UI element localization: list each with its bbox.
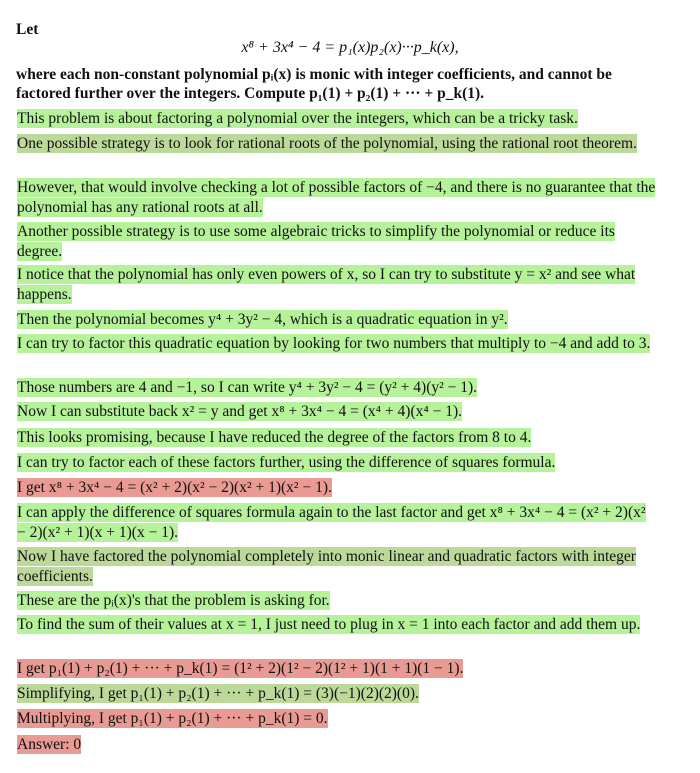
solution-step: I get x⁸ + 3x⁴ − 4 = (x² + 2)(x² − 2)(x² + 1)(x² − 1).: [17, 479, 332, 496]
solution-step: One possible strategy is to look for rational roots of the polynomial, using the rational root theorem.: [17, 135, 637, 152]
solution-step: However, that would involve checking a lot of possible factors of −4, and there is no guarantee that the polynomial has any rational roots at all.: [17, 179, 656, 216]
solution-step: To find the sum of their values at x = 1, I just need to plug in x = 1 into each factor and add them up.: [17, 616, 641, 633]
solution-step: This looks promising, because I have reduced the degree of the factors from 8 to 4.: [17, 429, 532, 446]
solution-step: Those numbers are 4 and −1, so I can write y⁴ + 3y² − 4 = (y² + 4)(y² − 1).: [17, 379, 478, 396]
solution-step: I get p₁(1) + p₂(1) + ··· + p_k(1) = (1² + 2)(1² − 2)(1² + 1)(1 + 1)(1 − 1).: [17, 660, 464, 677]
solution-step: I can apply the difference of squares formula again to the last factor and get x⁸ + 3x⁴ − 4 = (x² + 2)(x² − 2)(x² + 1)(x + 1)(x − 1).: [17, 504, 646, 541]
final-answer: Answer: 0: [17, 736, 82, 753]
solution-step: Now I have factored the polynomial completely into monic linear and quadratic factors with integer coefficients.: [17, 548, 636, 585]
problem-statement: where each non-constant polynomial pᵢ(x) is monic with integer coefficients, and cannot be factored further over the integers. Compute p₁(1) + p₂(1) + ··· + p_k(1).: [16, 66, 612, 102]
solution-step: I can try to factor each of these factors further, using the difference of squares formula.: [17, 454, 556, 471]
solution-step: Then the polynomial becomes y⁴ + 3y² − 4, which is a quadratic equation in y².: [17, 311, 508, 328]
solution-step: Another possible strategy is to use some algebraic tricks to simplify the polynomial or reduce its degree.: [17, 223, 615, 260]
solution-step: I notice that the polynomial has only even powers of x, so I can try to substitute y = x² and see what happens.: [17, 266, 636, 303]
problem-equation: x⁸ + 3x⁴ − 4 = p₁(x)p₂(x)···p_k(x),: [241, 39, 459, 56]
problem-let: Let: [16, 21, 39, 38]
solution-step: Simplifying, I get p₁(1) + p₂(1) + ··· + p_k(1) = (3)(−1)(2)(2)(0).: [17, 685, 419, 702]
solution-step: Multiplying, I get p₁(1) + p₂(1) + ··· + p_k(1) = 0.: [17, 710, 328, 727]
solution-step: These are the pᵢ(x)'s that the problem is asking for.: [17, 592, 330, 609]
solution-step: Now I can substitute back x² = y and get x⁸ + 3x⁴ − 4 = (x⁴ + 4)(x⁴ − 1).: [17, 403, 463, 420]
solution-step: I can try to factor this quadratic equation by looking for two numbers that multiply to −4 and add to 3.: [17, 335, 651, 352]
solution-step: This problem is about factoring a polynomial over the integers, which can be a tricky task.: [17, 110, 578, 127]
